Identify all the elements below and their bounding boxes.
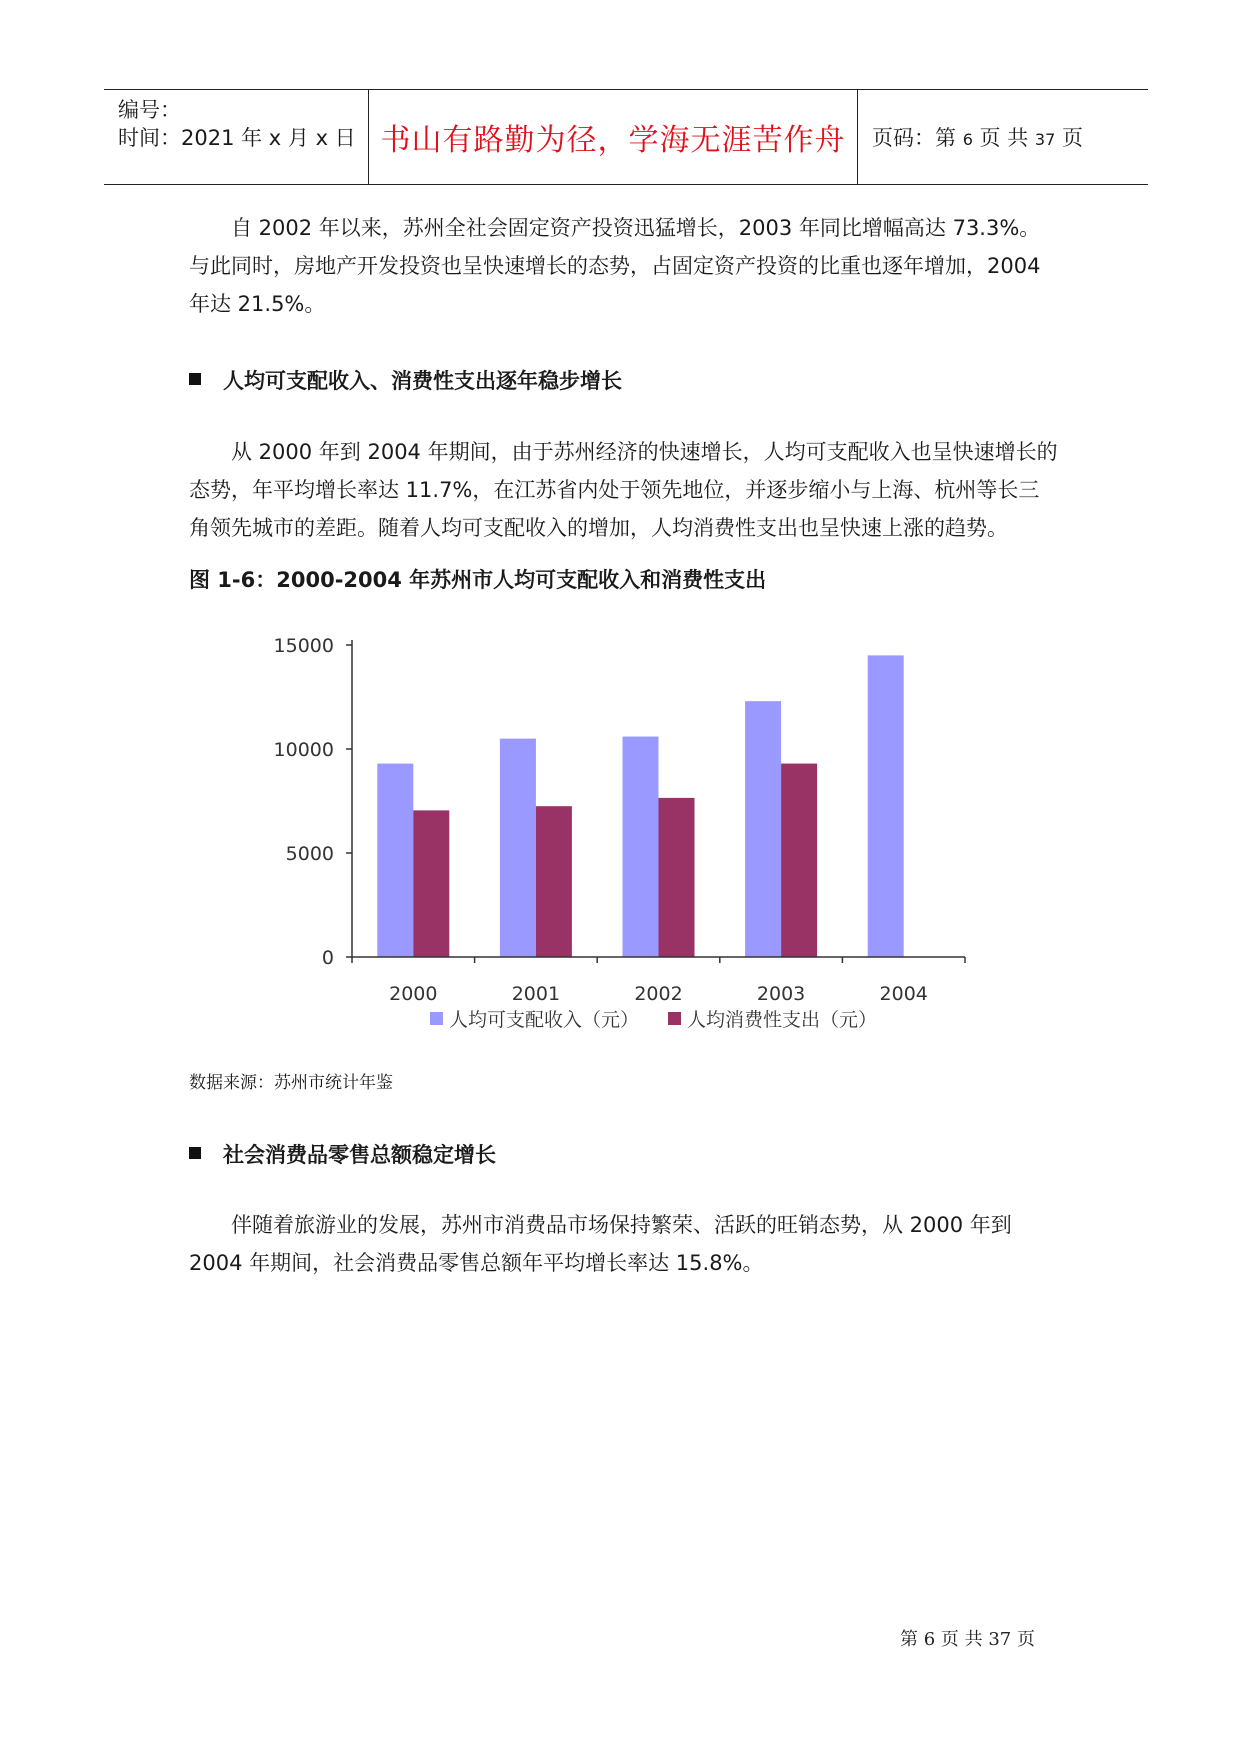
x-tick-label: 2002 bbox=[634, 983, 683, 1005]
section-heading-income-text: 人均可支配收入、消费性支出逐年稳步增长 bbox=[223, 369, 622, 393]
header-time-label: 时间：2021 年 x 月 x 日 bbox=[118, 126, 356, 150]
legend-label: 人均可支配收入（元） bbox=[449, 1009, 640, 1031]
bar-expenditure bbox=[659, 798, 695, 957]
y-tick-label: 15000 bbox=[273, 635, 334, 657]
header-number-label: 编号： bbox=[118, 98, 181, 122]
page-current: 6 bbox=[962, 130, 973, 149]
square-bullet-icon bbox=[189, 373, 201, 385]
legend-swatch bbox=[668, 1012, 681, 1025]
y-tick-label: 0 bbox=[321, 947, 334, 969]
header-page-cell bbox=[858, 90, 1148, 184]
page-middle: 页 共 bbox=[972, 126, 1035, 150]
section-heading-income bbox=[189, 365, 622, 395]
x-tick-label: 2004 bbox=[879, 983, 928, 1005]
bar-income bbox=[623, 737, 659, 957]
page-suffix: 页 bbox=[1055, 126, 1083, 150]
page-footer: 第 6 页 共 37 页 bbox=[900, 1629, 1035, 1650]
page-header bbox=[104, 89, 1148, 185]
bar-expenditure bbox=[413, 810, 449, 957]
bar-income bbox=[377, 764, 413, 957]
income-expenditure-bar-chart bbox=[260, 620, 1000, 1050]
x-tick-label: 2001 bbox=[511, 983, 561, 1005]
data-source-note: 数据来源：苏州市统计年鉴 bbox=[189, 1073, 393, 1093]
paragraph-investment-text: 自 2002 年以来，苏州全社会固定资产投资迅猛增长，2003 年同比增幅高达 73.3%。与此同时，房地产开发投资也呈快速增长的态势，占固定资产投资的比重也逐年增加，2004 年达 21.5%。 bbox=[189, 216, 1041, 316]
paragraph-investment bbox=[189, 209, 1059, 323]
paragraph-income bbox=[189, 433, 1059, 547]
header-page-number bbox=[872, 122, 1083, 152]
legend-swatch bbox=[430, 1012, 443, 1025]
bar-income bbox=[500, 739, 536, 957]
bar-income bbox=[868, 655, 904, 957]
page-total: 37 bbox=[1034, 130, 1056, 149]
header-info-cell bbox=[104, 90, 368, 184]
paragraph-retail bbox=[189, 1206, 1059, 1282]
legend-label: 人均消费性支出（元） bbox=[687, 1009, 878, 1031]
header-motto-cell bbox=[368, 90, 858, 184]
paragraph-retail-text: 伴随着旅游业的发展，苏州市消费品市场保持繁荣、活跃的旺销态势，从 2000 年到 2004 年期间，社会消费品零售总额年平均增长率达 15.8%。 bbox=[189, 1213, 1012, 1275]
figure-caption: 图 1-6：2000-2004 年苏州市人均可支配收入和消费性支出 bbox=[189, 568, 767, 592]
bar-expenditure bbox=[536, 806, 572, 957]
section-heading-retail bbox=[189, 1139, 496, 1169]
paragraph-income-text: 从 2000 年到 2004 年期间，由于苏州经济的快速增长，人均可支配收入也呈快速增长的态势，年平均增长率达 11.7%，在江苏省内处于领先地位，并逐步缩小与上海、杭州等长三角领先城市的差距。随着人均可支配收入的增加，人均消费性支出也呈快速上涨的趋势。 bbox=[189, 440, 1058, 540]
y-tick-label: 5000 bbox=[285, 843, 334, 865]
page-prefix: 页码：第 bbox=[872, 126, 963, 150]
y-tick-label: 10000 bbox=[273, 739, 334, 761]
bar-income bbox=[745, 701, 781, 957]
section-heading-retail-text: 社会消费品零售总额稳定增长 bbox=[223, 1143, 496, 1167]
x-tick-label: 2003 bbox=[756, 983, 806, 1005]
header-motto: 书山有路勤为径，学海无涯苦作舟 bbox=[380, 123, 846, 158]
square-bullet-icon bbox=[189, 1147, 201, 1159]
x-tick-label: 2000 bbox=[389, 983, 438, 1005]
bar-expenditure bbox=[781, 764, 817, 957]
